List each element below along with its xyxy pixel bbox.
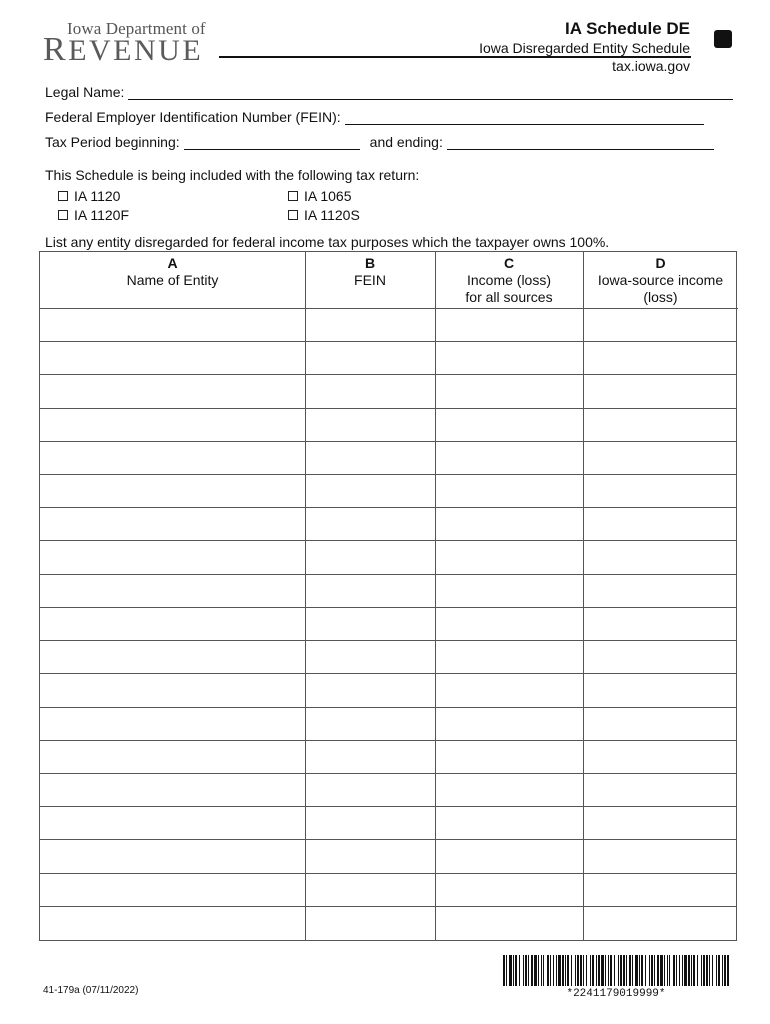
barcode-bar [558, 955, 561, 986]
registration-mark [714, 30, 732, 48]
barcode-bar [706, 955, 708, 986]
barcode-bar [709, 955, 710, 986]
barcode-bar [598, 955, 600, 986]
cell-b[interactable] [305, 840, 435, 872]
cell-d[interactable] [583, 309, 738, 341]
cell-d[interactable] [583, 541, 738, 573]
cell-c[interactable] [435, 840, 583, 872]
cell-c[interactable] [435, 475, 583, 507]
barcode-bar [645, 955, 646, 986]
barcode-bar [515, 955, 517, 986]
cell-d[interactable] [583, 774, 738, 806]
column-letter: C [503, 255, 515, 271]
cell-c[interactable] [435, 741, 583, 773]
cell-d[interactable] [583, 608, 738, 640]
barcode-bar [523, 955, 524, 986]
barcode-bar [669, 955, 670, 986]
table-row [40, 575, 736, 608]
barcode-bar [673, 955, 675, 986]
checkbox-icon[interactable] [288, 191, 298, 201]
barcode-bar [592, 955, 594, 986]
barcode-bar [519, 955, 520, 986]
barcode-bar [610, 955, 612, 986]
cell-b[interactable] [305, 342, 435, 374]
cell-d[interactable] [583, 409, 738, 441]
column-letter: B [364, 255, 376, 271]
column-letter: D [655, 255, 666, 271]
barcode-bar [724, 955, 726, 986]
barcode-bar [506, 955, 507, 986]
column-title: Iowa-source income [597, 272, 724, 288]
table-row [40, 309, 736, 342]
barcode-bar [509, 955, 512, 986]
legal-name-field[interactable] [128, 86, 733, 100]
table-row [40, 907, 736, 940]
barcode-bar [601, 955, 604, 986]
barcode-bar [657, 955, 659, 986]
cell-b[interactable] [305, 907, 435, 940]
barcode-bar [722, 955, 723, 986]
checkbox-label: IA 1065 [304, 188, 352, 204]
cell-a[interactable] [40, 309, 305, 341]
barcode-bar [586, 955, 587, 986]
cell-a[interactable] [40, 874, 305, 906]
table-intro: List any entity disregarded for federal income tax purposes which the taxpayer owns 100%. [45, 234, 610, 250]
barcode-bar [550, 955, 551, 986]
barcode-bar [651, 955, 653, 986]
barcode-bar [697, 955, 698, 986]
cell-c[interactable] [435, 807, 583, 839]
form-title: IA Schedule DE [564, 19, 690, 38]
barcode-bar [580, 955, 582, 986]
period-begin-field[interactable] [184, 136, 360, 150]
cell-c[interactable] [435, 708, 583, 740]
column-title: Income (loss) [466, 272, 552, 288]
barcode-bar [531, 955, 533, 986]
column-subtitle: (loss) [643, 289, 678, 305]
checkbox-ia-1120f[interactable] [58, 207, 129, 223]
cell-c[interactable] [435, 674, 583, 706]
cell-a[interactable] [40, 409, 305, 441]
checkbox-ia-1120[interactable] [58, 188, 120, 204]
cell-a[interactable] [40, 674, 305, 706]
barcode-bar [565, 955, 566, 986]
cell-a[interactable] [40, 575, 305, 607]
barcode-bar [684, 955, 687, 986]
barcode-bar [620, 955, 622, 986]
cell-a[interactable] [40, 807, 305, 839]
column-letter: A [167, 255, 178, 271]
legal-name-row [45, 84, 733, 100]
cell-a[interactable] [40, 541, 305, 573]
cell-a[interactable] [40, 741, 305, 773]
barcode-bar [629, 955, 631, 986]
barcode-bar [682, 955, 683, 986]
barcode-bar [608, 955, 609, 986]
table-row [40, 641, 736, 674]
barcode-bar [701, 955, 702, 986]
barcode-bar [553, 955, 554, 986]
cell-a[interactable] [40, 342, 305, 374]
barcode-bar [693, 955, 695, 986]
barcode-bar [614, 955, 615, 986]
cell-a[interactable] [40, 475, 305, 507]
table-row [40, 608, 736, 641]
table-row [40, 774, 736, 807]
barcode-bar [667, 955, 668, 986]
cell-b[interactable] [305, 508, 435, 540]
barcode-bar [525, 955, 527, 986]
barcode-bar [712, 955, 713, 986]
barcode-bar [528, 955, 529, 986]
period-end-field[interactable] [447, 136, 714, 150]
barcode-bar [623, 955, 625, 986]
logo-top-text: Iowa Department of [67, 19, 206, 38]
table-row [40, 475, 736, 508]
cell-c[interactable] [435, 774, 583, 806]
barcode-bar [676, 955, 677, 986]
barcode-bar [641, 955, 643, 986]
barcode-bar [596, 955, 597, 986]
cell-b[interactable] [305, 741, 435, 773]
checkbox-icon[interactable] [288, 210, 298, 220]
cell-c[interactable] [435, 541, 583, 573]
barcode-bar [639, 955, 640, 986]
checkbox-label: IA 1120F [74, 207, 130, 223]
column-title: Name of Entity [126, 272, 219, 288]
cell-c[interactable] [435, 907, 583, 940]
cell-d[interactable] [583, 907, 738, 940]
cell-a[interactable] [40, 840, 305, 872]
cell-d[interactable] [583, 674, 738, 706]
cell-b[interactable] [305, 807, 435, 839]
checkbox-icon[interactable] [58, 210, 68, 220]
cell-b[interactable] [305, 874, 435, 906]
cell-d[interactable] [583, 575, 738, 607]
cell-a[interactable] [40, 907, 305, 940]
table-row [40, 741, 736, 774]
barcode-bar [590, 955, 591, 986]
cell-c[interactable] [435, 342, 583, 374]
website-url: tax.iowa.gov [612, 58, 690, 74]
barcode [503, 955, 729, 986]
cell-b[interactable] [305, 608, 435, 640]
cell-c[interactable] [435, 608, 583, 640]
cell-b[interactable] [305, 375, 435, 407]
period-begin-label: Tax Period beginning: [45, 134, 180, 150]
cell-d[interactable] [583, 741, 738, 773]
cell-d[interactable] [583, 807, 738, 839]
barcode-bar [654, 955, 655, 986]
barcode-bar [534, 955, 537, 986]
cell-b[interactable] [305, 309, 435, 341]
barcode-bar [618, 955, 619, 986]
cell-a[interactable] [40, 508, 305, 540]
barcode-bar [660, 955, 663, 986]
table-row [40, 342, 736, 375]
cell-d[interactable] [583, 475, 738, 507]
cell-b[interactable] [305, 409, 435, 441]
tax-period-row [45, 134, 714, 150]
table-row [40, 508, 736, 541]
cell-d[interactable] [583, 874, 738, 906]
cell-c[interactable] [435, 309, 583, 341]
cell-d[interactable] [583, 840, 738, 872]
cell-d[interactable] [583, 442, 738, 474]
iowa-revenue-logo [43, 19, 215, 68]
checkbox-icon[interactable] [58, 191, 68, 201]
cell-b[interactable] [305, 708, 435, 740]
column-header-d [583, 252, 738, 309]
cell-c[interactable] [435, 874, 583, 906]
cell-c[interactable] [435, 575, 583, 607]
barcode-bar [688, 955, 690, 986]
table-row [40, 874, 736, 907]
column-title: FEIN [354, 272, 386, 288]
checkbox-label: IA 1120 [74, 188, 121, 204]
cell-c[interactable] [435, 641, 583, 673]
cell-d[interactable] [583, 375, 738, 407]
cell-c[interactable] [435, 508, 583, 540]
cell-a[interactable] [40, 774, 305, 806]
cell-c[interactable] [435, 375, 583, 407]
barcode-bar [649, 955, 650, 986]
fein-label: Federal Employer Identification Number (FEIN): [45, 109, 341, 125]
table-row [40, 807, 736, 840]
period-end-label: and ending: [369, 134, 443, 150]
table-row [40, 375, 736, 408]
checkbox-ia-1065[interactable] [288, 188, 352, 204]
cell-b[interactable] [305, 541, 435, 573]
table-row [40, 409, 736, 442]
cell-b[interactable] [305, 641, 435, 673]
cell-a[interactable] [40, 608, 305, 640]
cell-b[interactable] [305, 674, 435, 706]
cell-b[interactable] [305, 442, 435, 474]
checkbox-label: IA 1120S [304, 207, 360, 223]
barcode-bar [691, 955, 692, 986]
barcode-bar [541, 955, 542, 986]
barcode-bar [605, 955, 606, 986]
cell-b[interactable] [305, 475, 435, 507]
barcode-bar [538, 955, 539, 986]
barcode-bar [635, 955, 638, 986]
cell-a[interactable] [40, 708, 305, 740]
barcode-bar [679, 955, 680, 986]
barcode-bar [575, 955, 576, 986]
barcode-bar [727, 955, 729, 986]
cell-d[interactable] [583, 708, 738, 740]
column-header-c [435, 252, 583, 309]
table-row [40, 674, 736, 707]
barcode-bar [718, 955, 720, 986]
checkbox-ia-1120s[interactable] [288, 207, 360, 223]
table-row [40, 708, 736, 741]
fein-field[interactable] [345, 111, 704, 125]
entity-table [39, 251, 737, 941]
barcode-bar [703, 955, 705, 986]
cell-b[interactable] [305, 575, 435, 607]
barcode-bar [716, 955, 717, 986]
legal-name-label: Legal Name: [45, 84, 125, 100]
barcode-bar [626, 955, 627, 986]
column-header-a [40, 252, 305, 309]
barcode-bar [577, 955, 579, 986]
cell-c[interactable] [435, 409, 583, 441]
barcode-bar [513, 955, 514, 986]
barcode-bar [547, 955, 549, 986]
form-number: 41-179a (07/11/2022) [43, 985, 139, 996]
barcode-bar [583, 955, 584, 986]
cell-d[interactable] [583, 508, 738, 540]
logo-main-text [43, 31, 203, 69]
cell-d[interactable] [583, 641, 738, 673]
cell-d[interactable] [583, 342, 738, 374]
cell-c[interactable] [435, 442, 583, 474]
table-row [40, 541, 736, 574]
fein-row [45, 109, 704, 125]
barcode-bar [556, 955, 557, 986]
table-row [40, 840, 736, 873]
cell-a[interactable] [40, 641, 305, 673]
column-header-b [305, 252, 435, 309]
barcode-bar [503, 955, 505, 986]
logo-rest: EVENUE [68, 34, 204, 67]
form-subtitle: Iowa Disregarded Entity Schedule [479, 40, 690, 56]
barcode-bar [571, 955, 572, 986]
cell-b[interactable] [305, 774, 435, 806]
cell-a[interactable] [40, 375, 305, 407]
table-row [40, 442, 736, 475]
barcode-bar [567, 955, 569, 986]
barcode-bar [562, 955, 564, 986]
barcode-text: *2241179019999* [566, 988, 666, 1000]
return-type-intro: This Schedule is being included with the following tax return: [45, 167, 420, 183]
logo-initial: R [43, 31, 69, 68]
cell-a[interactable] [40, 442, 305, 474]
barcode-bar [632, 955, 633, 986]
column-subtitle: for all sources [465, 289, 553, 305]
barcode-bar [543, 955, 544, 986]
barcode-bar [664, 955, 665, 986]
